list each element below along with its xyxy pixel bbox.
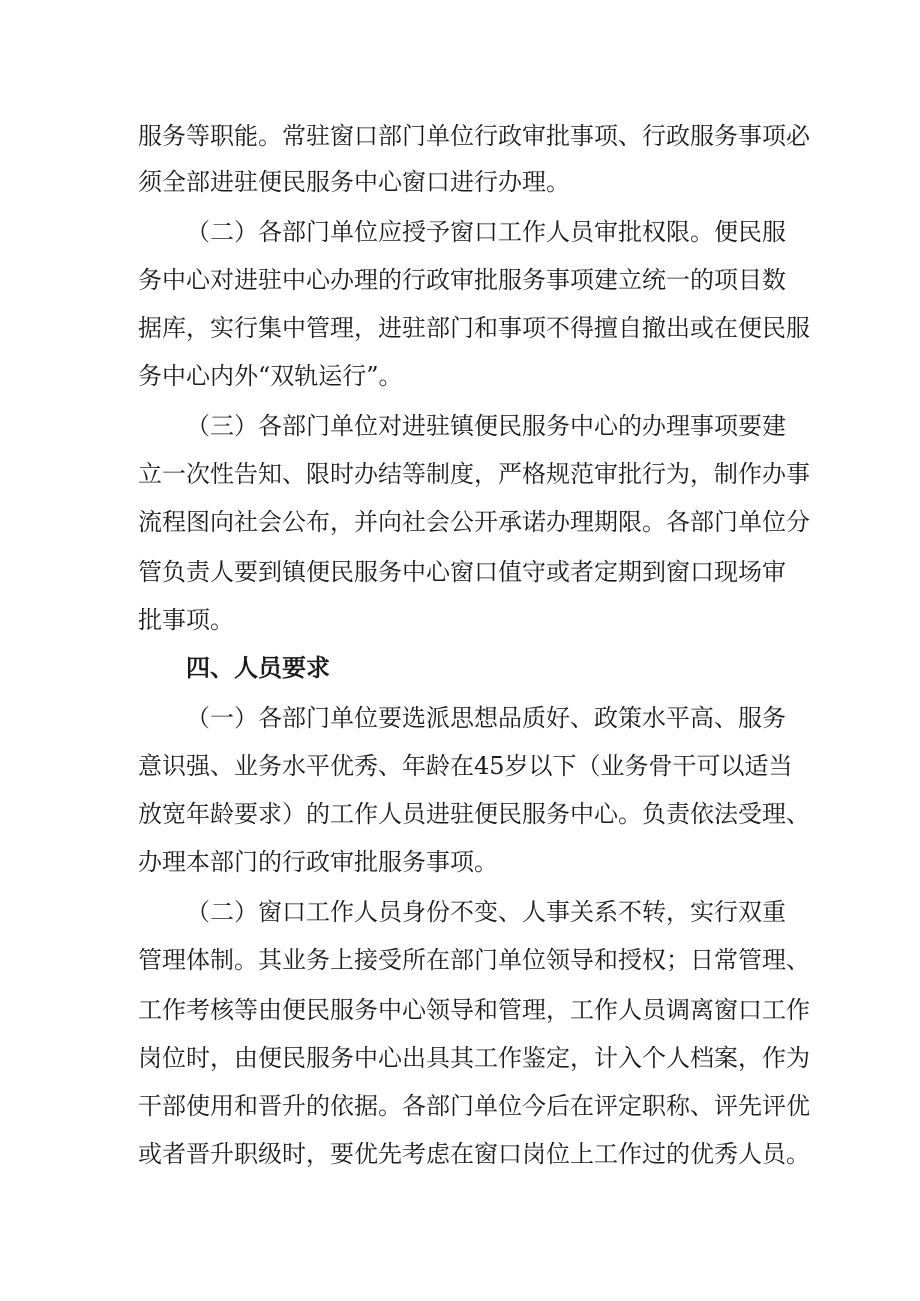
text-line: 意识强、业务水平优秀、年龄在45岁以下（业务骨干可以适当 [138, 752, 793, 780]
text-line: （二）窗口工作人员身份不变、人事关系不转，实行双重 [186, 898, 786, 926]
text-line: 流程图向社会公布，并向社会公开承诺办理期限。各部门单位分 [138, 508, 810, 536]
text-line: 务中心内外“双轨运行”。 [138, 362, 403, 390]
text-line: 管负责人要到镇便民服务中心窗口值守或者定期到窗口现场审 [138, 558, 786, 586]
text-line: 批事项。 [138, 606, 234, 634]
text-line: 或者晋升职级时，要优先考虑在窗口岗位上工作过的优秀人员。 [138, 1140, 810, 1168]
text-line: 服务等职能。常驻窗口部门单位行政审批事项、行政服务事项必 [138, 122, 810, 150]
text-line: 工作考核等由便民服务中心领导和管理，工作人员调离窗口工作 [138, 996, 810, 1024]
text-line: （三）各部门单位对进驻镇便民服务中心的办理事项要建 [186, 412, 786, 440]
text-line: 岗位时，由便民服务中心出具其工作鉴定，计入个人档案，作为 [138, 1044, 810, 1072]
text-line: 须全部进驻便民服务中心窗口进行办理。 [138, 168, 570, 196]
text-line: 立一次性告知、限时办结等制度，严格规范审批行为，制作办事 [138, 460, 810, 488]
text-line: （一）各部门单位要选派思想品质好、政策水平高、服务 [186, 704, 786, 732]
section-heading: 四、人员要求 [186, 654, 330, 682]
text-line: 干部使用和晋升的依据。各部门单位今后在评定职称、评先评优 [138, 1092, 810, 1120]
text-line: 放宽年龄要求）的工作人员进驻便民服务中心。负责依法受理、 [138, 800, 810, 828]
text-line: 据库，实行集中管理，进驻部门和事项不得擅自撤出或在便民服 [138, 314, 810, 342]
text-line: 管理体制。其业务上接受所在部门单位领导和授权；日常管理、 [138, 946, 810, 974]
text-line: 办理本部门的行政审批服务事项。 [138, 848, 498, 876]
text-line: （二）各部门单位应授予窗口工作人员审批权限。便民服 [186, 218, 786, 246]
text-line: 务中心对进驻中心办理的行政审批服务事项建立统一的项目数 [138, 266, 786, 294]
